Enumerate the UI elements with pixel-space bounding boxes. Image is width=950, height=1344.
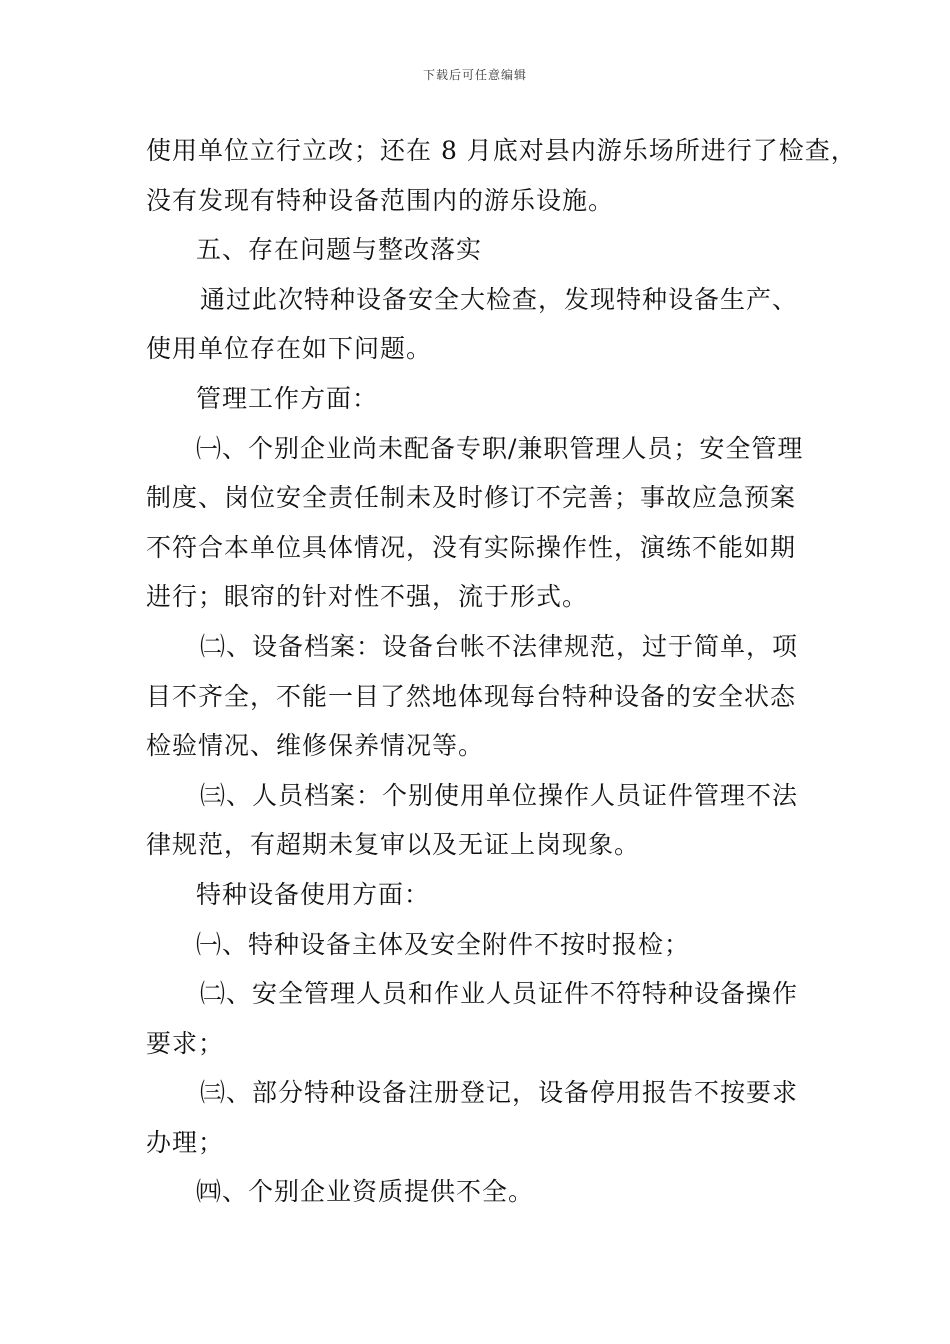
text-line: 要求； bbox=[146, 1028, 225, 1058]
list-item: ㈠、个别企业尚未配备专职/兼职管理人员；安全管理 bbox=[196, 433, 804, 463]
text-line: 不符合本单位具体情况，没有实际操作性，演练不能如期 bbox=[146, 532, 797, 562]
list-item: ㈣、个别企业资质提供不全。 bbox=[196, 1177, 535, 1207]
text-line: 办理； bbox=[146, 1127, 225, 1157]
document-body bbox=[146, 126, 857, 1217]
text-line: 使用单位立行立改；还在 8 月底对县内游乐场所进行了检查， bbox=[146, 136, 857, 165]
text-line: 进行；眼帘的针对性不强，流于形式。 bbox=[146, 582, 589, 612]
subsection-heading: 特种设备使用方面： bbox=[196, 879, 431, 909]
text-line: 没有发现有特种设备范围内的游乐设施。 bbox=[146, 185, 615, 215]
text-line: 律规范，有超期未复审以及无证上岗现象。 bbox=[146, 830, 641, 860]
text-line: 目不齐全，不能一目了然地体现每台特种设备的安全状态 bbox=[146, 681, 797, 711]
list-item: ㈢、人员档案：个别使用单位操作人员证件管理不法 bbox=[200, 780, 799, 810]
list-item: ㈢、部分特种设备注册登记，设备停用报告不按要求 bbox=[200, 1078, 799, 1108]
list-item: ㈡、设备档案：设备台帐不法律规范，过于简单，项 bbox=[200, 631, 799, 661]
page-header: 下载后可任意编辑 bbox=[422, 68, 527, 82]
subsection-heading: 管理工作方面： bbox=[196, 383, 379, 413]
text-line: 检验情况、维修保养情况等。 bbox=[146, 731, 485, 761]
list-item: ㈡、安全管理人员和作业人员证件不符特种设备操作 bbox=[200, 979, 799, 1009]
text-line: 制度、岗位安全责任制未及时修订不完善；事故应急预案 bbox=[146, 483, 797, 513]
list-item: ㈠、特种设备主体及安全附件不按时报检； bbox=[196, 929, 691, 959]
section-heading: 五、存在问题与整改落实 bbox=[196, 235, 483, 265]
text-line: 使用单位存在如下问题。 bbox=[146, 334, 433, 364]
text-line: 通过此次特种设备安全大检查，发现特种设备生产、 bbox=[200, 284, 799, 314]
